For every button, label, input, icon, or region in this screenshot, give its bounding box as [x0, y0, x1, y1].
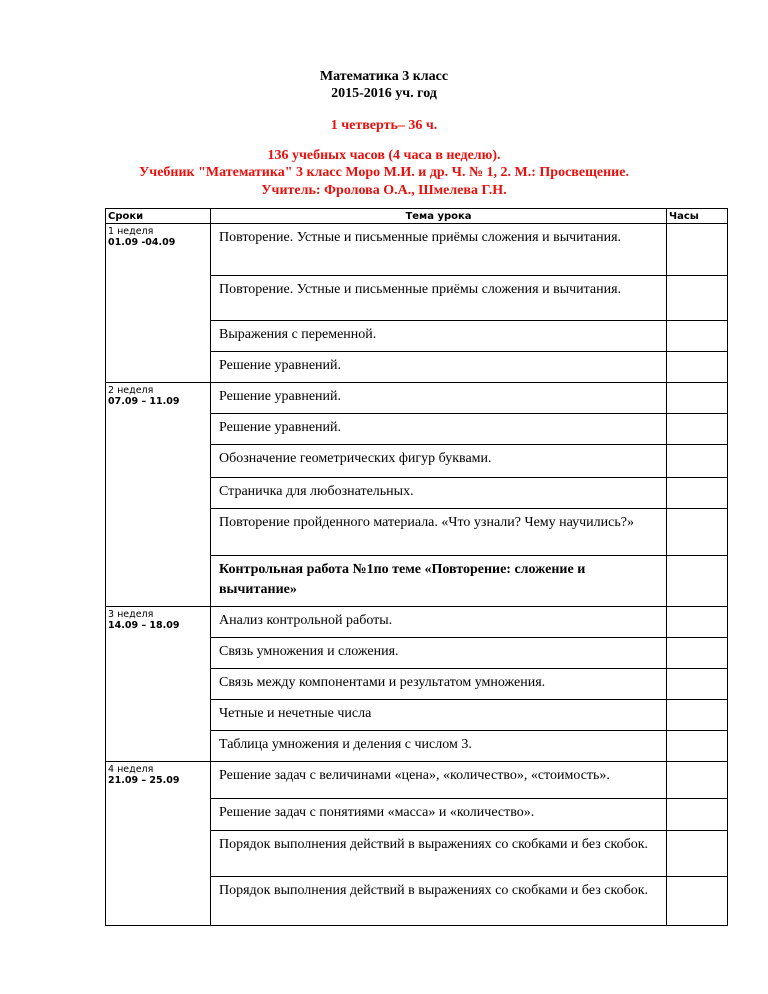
hours-info: 136 учебных часов (4 часа в неделю). [267, 148, 501, 163]
lesson-plan-table [105, 208, 728, 926]
lesson-plan-body [106, 209, 728, 926]
week-label: 3 неделя [108, 609, 154, 620]
lesson-topic: Обозначение геометрических фигур буквами. [211, 445, 667, 478]
lesson-hours [667, 478, 728, 509]
lesson-topic: Повторение. Устные и письменные приёмы сложения и вычитания. [211, 276, 667, 321]
week-dates: 21.09 – 25.09 [108, 775, 180, 786]
column-header-dates: Сроки [106, 209, 211, 224]
lesson-topic: Решение уравнений. [211, 414, 667, 445]
lesson-topic: Выражения с переменной. [211, 321, 667, 352]
lesson-hours [667, 352, 728, 383]
lesson-hours [667, 669, 728, 700]
lesson-topic: Порядок выполнения действий в выражениях со скобками и без скобок. [211, 831, 667, 877]
lesson-topic: Контрольная работа №1по теме «Повторение: сложение и вычитание» [211, 556, 667, 607]
table-header-row [106, 209, 728, 224]
lesson-hours [667, 700, 728, 731]
table-row [106, 762, 728, 799]
lesson-hours [667, 276, 728, 321]
lesson-hours [667, 383, 728, 414]
table-row [106, 224, 728, 276]
week-cell [106, 762, 211, 926]
week-label: 4 неделя [108, 764, 154, 775]
lesson-topic: Анализ контрольной работы. [211, 607, 667, 638]
lesson-topic: Повторение пройденного материала. «Что узнали? Чему научились?» [211, 509, 667, 556]
lesson-topic: Страничка для любознательных. [211, 478, 667, 509]
lesson-hours [667, 224, 728, 276]
lesson-hours [667, 831, 728, 877]
column-header-topic: Тема урока [211, 209, 667, 224]
week-label: 2 неделя [108, 385, 154, 396]
week-cell [106, 607, 211, 762]
table-row [106, 383, 728, 414]
lesson-hours [667, 638, 728, 669]
textbook-info: Учебник "Математика" 3 класс Моро М.И. и др. Ч. № 1, 2. М.: Просвещение. [139, 165, 629, 180]
lesson-topic: Порядок выполнения действий в выражениях со скобками и без скобок. [211, 877, 667, 926]
lesson-hours [667, 799, 728, 831]
lesson-topic: Повторение. Устные и письменные приёмы сложения и вычитания. [211, 224, 667, 276]
lesson-topic: Решение задач с понятиями «масса» и «количество». [211, 799, 667, 831]
table-row [106, 607, 728, 638]
lesson-hours [667, 445, 728, 478]
lesson-hours [667, 321, 728, 352]
week-label: 1 неделя [108, 226, 154, 237]
quarter-heading: 1 четверть– 36 ч. [330, 118, 438, 133]
lesson-hours [667, 414, 728, 445]
week-cell [106, 224, 211, 383]
lesson-topic: Связь умножения и сложения. [211, 638, 667, 669]
subject-title: Математика 3 класс [319, 69, 449, 84]
lesson-hours [667, 877, 728, 926]
week-dates: 01.09 -04.09 [108, 237, 176, 248]
lesson-topic: Четные и нечетные числа [211, 700, 667, 731]
lesson-topic: Решение уравнений. [211, 383, 667, 414]
lesson-hours [667, 607, 728, 638]
column-header-hours: Часы [667, 209, 728, 224]
lesson-hours [667, 509, 728, 556]
school-year: 2015-2016 уч. год [331, 86, 437, 101]
lesson-hours [667, 762, 728, 799]
teacher-info: Учитель: Фролова О.А., Шмелева Г.Н. [261, 183, 507, 198]
week-cell [106, 383, 211, 607]
lesson-topic: Решение задач с величинами «цена», «количество», «стоимость». [211, 762, 667, 799]
week-dates: 14.09 – 18.09 [108, 620, 180, 631]
lesson-topic: Связь между компонентами и результатом умножения. [211, 669, 667, 700]
lesson-hours [667, 556, 728, 607]
week-dates: 07.09 – 11.09 [108, 396, 180, 407]
lesson-topic: Таблица умножения и деления с числом 3. [211, 731, 667, 762]
lesson-topic: Решение уравнений. [211, 352, 667, 383]
lesson-hours [667, 731, 728, 762]
